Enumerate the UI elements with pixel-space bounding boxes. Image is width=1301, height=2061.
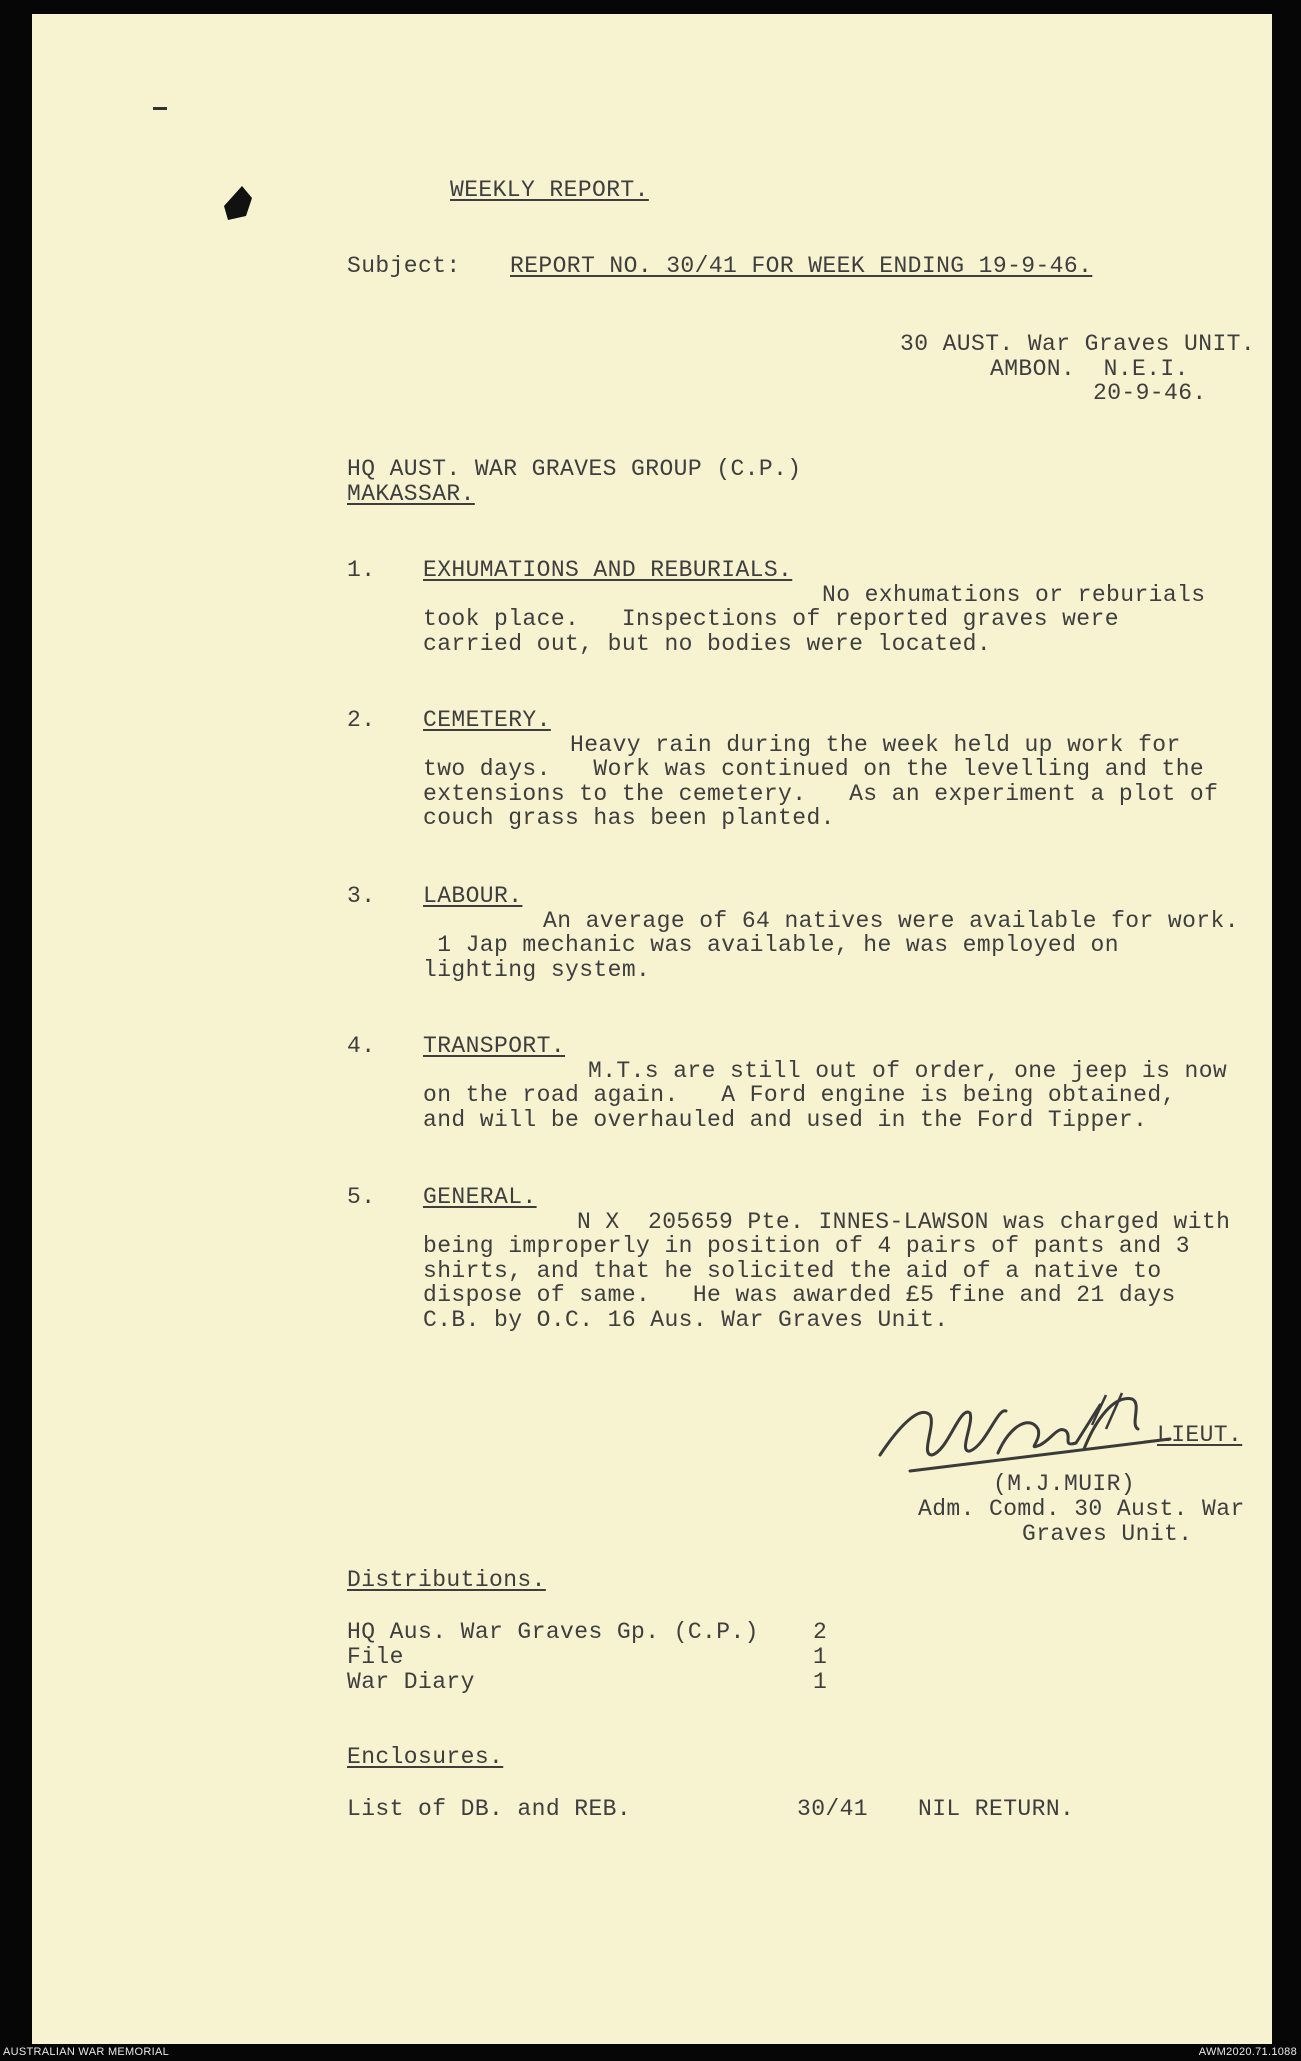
distributions-heading: Distributions. <box>347 1567 546 1593</box>
distribution-recipient: HQ Aus. War Graves Gp. (C.P.) <box>347 1619 759 1645</box>
section-line: lighting system. <box>423 957 651 983</box>
distribution-count: 1 <box>813 1644 828 1670</box>
subject-label: Subject: <box>347 253 461 279</box>
section-line: shirts, and that he solicited the aid of a native to <box>423 1258 1162 1284</box>
sender-location: AMBON. N.E.I. <box>990 356 1189 382</box>
distribution-count: 2 <box>813 1619 828 1645</box>
signature-title: Adm. Comd. 30 Aust. War <box>918 1496 1245 1522</box>
signature-title: Graves Unit. <box>1022 1521 1193 1547</box>
footer-accession-number: AWM2020.71.1088 <box>1198 2046 1297 2058</box>
enclosure-status: NIL RETURN. <box>918 1796 1075 1822</box>
section-line: extensions to the cemetery. As an experiment a plot of <box>423 781 1219 807</box>
section-line: M.T.s are still out of order, one jeep is now <box>588 1058 1228 1084</box>
section-number: 5. <box>347 1184 376 1210</box>
section-line: An average of 64 natives were available for work. <box>543 908 1239 934</box>
addressee-city: MAKASSAR. <box>347 481 475 507</box>
footer-archive-name: AUSTRALIAN WAR MEMORIAL <box>3 2046 170 2058</box>
enclosures-heading: Enclosures. <box>347 1744 504 1770</box>
document-page <box>32 14 1272 2044</box>
sender-date: 20-9-46. <box>1093 380 1207 406</box>
punch-hole-icon <box>224 186 254 222</box>
section-heading: TRANSPORT. <box>423 1033 566 1059</box>
signature-rank: LIEUT. <box>1157 1422 1243 1448</box>
section-line: N X 205659 Pte. INNES-LAWSON was charged with <box>577 1209 1231 1235</box>
section-number: 4. <box>347 1033 376 1059</box>
section-line: two days. Work was continued on the levelling and the <box>423 756 1205 782</box>
sender-unit: 30 AUST. War Graves UNIT. <box>900 331 1256 357</box>
section-number: 2. <box>347 707 376 733</box>
enclosure-ref: 30/41 <box>797 1796 869 1822</box>
document-title: WEEKLY REPORT. <box>450 177 649 203</box>
signature-name: (M.J.MUIR) <box>993 1471 1136 1497</box>
section-heading: EXHUMATIONS AND REBURIALS. <box>423 557 793 583</box>
section-heading: LABOUR. <box>423 883 523 909</box>
section-number: 1. <box>347 557 376 583</box>
section-line: C.B. by O.C. 16 Aus. War Graves Unit. <box>423 1307 949 1333</box>
enclosure-item: List of DB. and REB. <box>347 1796 632 1822</box>
distribution-recipient: File <box>347 1644 404 1670</box>
section-line: carried out, but no bodies were located. <box>423 631 992 657</box>
section-line: and will be overhauled and used in the Ford Tipper. <box>423 1107 1148 1133</box>
distribution-count: 1 <box>813 1669 828 1695</box>
section-line: No exhumations or reburials <box>822 582 1206 608</box>
ink-mark <box>153 107 167 110</box>
section-line: 1 Jap mechanic was available, he was employed on <box>423 932 1119 958</box>
addressee-line: HQ AUST. WAR GRAVES GROUP (C.P.) <box>347 456 802 482</box>
handwritten-signature <box>870 1385 1180 1485</box>
section-line: being improperly in position of 4 pairs of pants and 3 <box>423 1233 1190 1259</box>
section-line: took place. Inspections of reported graves were <box>423 606 1119 632</box>
section-line: couch grass has been planted. <box>423 805 835 831</box>
section-line: dispose of same. He was awarded £5 fine and 21 days <box>423 1282 1176 1308</box>
distribution-recipient: War Diary <box>347 1669 475 1695</box>
subject-text: REPORT NO. 30/41 FOR WEEK ENDING 19-9-46. <box>510 253 1093 279</box>
section-heading: GENERAL. <box>423 1184 537 1210</box>
section-line: Heavy rain during the week held up work for <box>570 732 1181 758</box>
section-number: 3. <box>347 883 376 909</box>
section-line: on the road again. A Ford engine is being obtained, <box>423 1082 1176 1108</box>
section-heading: CEMETERY. <box>423 707 551 733</box>
